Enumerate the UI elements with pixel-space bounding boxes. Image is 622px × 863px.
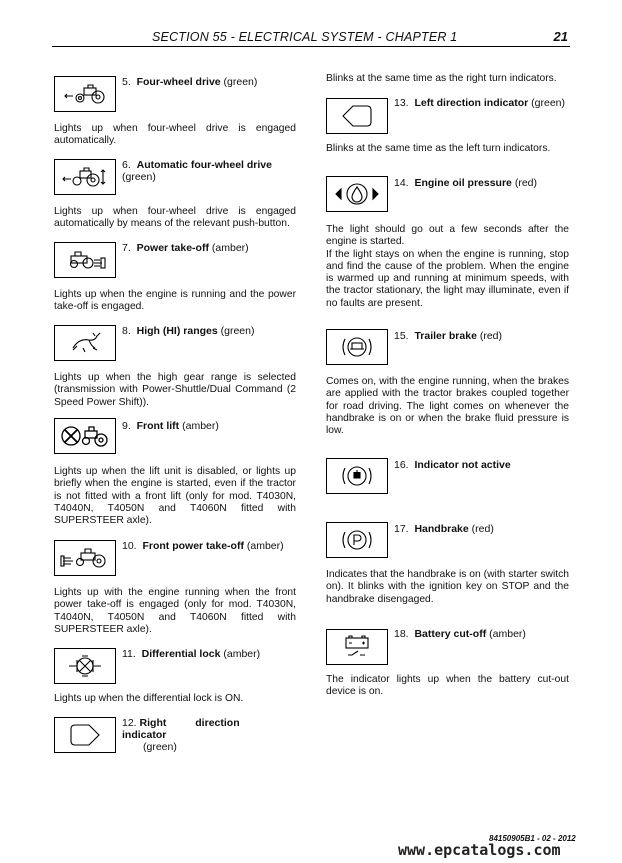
indicator-title: 10. Front power take-off (amber) — [122, 540, 284, 552]
right-direction-icon — [54, 717, 116, 753]
indicator-description: Lights up when the differential lock is ON. — [54, 693, 244, 704]
indicator-description: Lights up with the engine running when the front power take-off is engaged (only for mod. T4030N, T4040N, T4050N and T4060N fitted with SUPERSTEER axle). — [54, 587, 296, 635]
differential-lock-icon — [54, 648, 116, 684]
indicator-description: Lights up when the lift unit is disabled, or lights up briefly when the engine is started, even if the tractor is not fitted with a front lift (only for mod. T4030N, T4040N, T4050N and T4060N fitted with SUPERSTEER axle). — [54, 466, 296, 527]
indicator-title: 5. Four-wheel drive (green) — [122, 76, 258, 88]
left-direction-icon — [326, 98, 388, 134]
document-code: 84150905B1 - 02 - 2012 — [489, 834, 576, 843]
oil-pressure-icon — [326, 176, 388, 212]
indicator-description: Lights up when the high gear range is selected (transmission with Power-Shuttle/Dual Command (2 Speed Power Shift)). — [54, 372, 296, 408]
indicator-description: Indicates that the handbrake is on (with starter switch on). It blinks with the ignition key on STOP and the handbrake disengaged. — [326, 569, 569, 605]
indicator-title: 6. Automatic four-wheel drive (green) — [122, 159, 272, 183]
four-wheel-drive-icon — [54, 76, 116, 112]
indicator-description: Comes on, with the engine running, when the brakes are applied with the tractor brakes coupled together for road driving. The light comes on whenever the handbrake is on or when the brake fluid pressure is low. — [326, 376, 569, 437]
high-range-hare-icon — [54, 325, 116, 361]
indicator-description: The light should go out a few seconds after the engine is started. If the light stays on when the engine is running, stop and find the cause of the problem. When the engine is warmed up and running at minimum speeds, with the tractor stationary, the light may illuminate, even if no faults are present. — [326, 224, 569, 309]
power-take-off-icon — [54, 242, 116, 278]
indicator-title: 15. Trailer brake (red) — [394, 330, 503, 342]
indicator-description: The indicator lights up when the battery cut-out device is on. — [326, 674, 569, 698]
indicator-title: 11. Differential lock (amber) — [122, 648, 261, 660]
indicator-title: 8. High (HI) ranges (green) — [122, 325, 255, 337]
trailer-brake-icon — [326, 329, 388, 365]
indicator-title: 14. Engine oil pressure (red) — [394, 177, 537, 189]
front-lift-icon — [54, 418, 116, 454]
watermark: www.epcatalogs.com — [398, 841, 561, 859]
indicator-title: 16. Indicator not active — [394, 459, 511, 471]
indicator-not-active-icon — [326, 458, 388, 494]
page-header — [52, 28, 570, 47]
indicator-description: Lights up when the engine is running and the power take-off is engaged. — [54, 289, 296, 313]
battery-cutoff-icon — [326, 629, 388, 665]
page-number: 21 — [553, 29, 568, 44]
indicator-description: Blinks at the same time as the left turn indicators. — [326, 143, 551, 154]
front-power-take-off-icon — [54, 540, 116, 576]
indicator-title: 12. Right direction indicator (green) — [122, 717, 240, 753]
handbrake-icon — [326, 522, 388, 558]
indicator-title: 7. Power take-off (amber) — [122, 242, 249, 254]
indicator-title: 9. Front lift (amber) — [122, 420, 219, 432]
section-title: SECTION 55 - ELECTRICAL SYSTEM - CHAPTER 1 — [152, 30, 458, 44]
auto-four-wheel-drive-icon — [54, 159, 116, 195]
indicator-title: 18. Battery cut-off (amber) — [394, 628, 526, 640]
indicator-title: 17. Handbrake (red) — [394, 523, 494, 535]
indicator-description: Lights up when four-wheel drive is engaged automatically. — [54, 123, 296, 147]
right-direction-description: Blinks at the same time as the right turn indicators. — [326, 73, 557, 84]
indicator-description: Lights up when four-wheel drive is engaged automatically by means of the relevant push-button. — [54, 206, 296, 230]
indicator-title: 13. Left direction indicator (green) — [394, 97, 565, 109]
